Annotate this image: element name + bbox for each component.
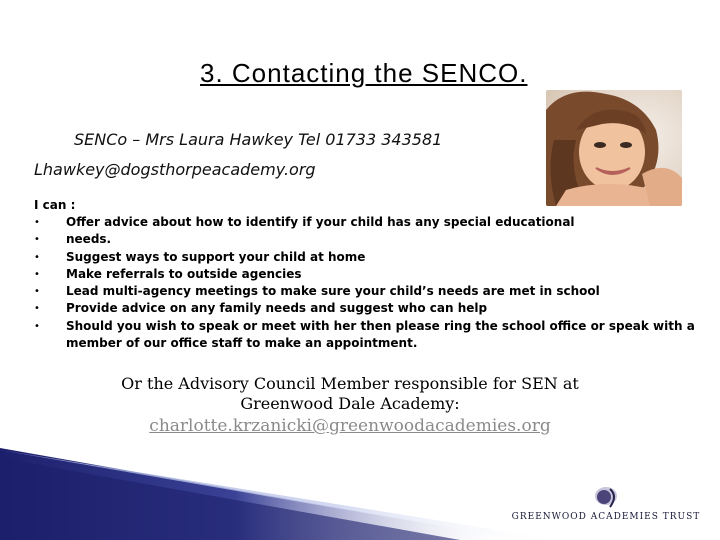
- list-item: [34, 318, 716, 353]
- list-item: [34, 300, 720, 317]
- portrait-image: [546, 90, 682, 206]
- intro-text: I can :: [34, 198, 76, 212]
- bullet-icon: •: [34, 234, 40, 246]
- senco-photo: [546, 90, 682, 206]
- senco-email[interactable]: Lhawkey@dogsthorpeacademy.org: [34, 160, 316, 179]
- list-item-text: Lead multi-agency meetings to make sure your child’s needs are met in school: [66, 284, 600, 299]
- advisory-contact: [80, 374, 620, 436]
- bullet-icon: •: [34, 303, 40, 315]
- slide-title: 3. Contacting the SENCO.: [200, 58, 528, 88]
- advisory-email-link[interactable]: charlotte.krzanicki@greenwoodacademies.org: [149, 416, 551, 436]
- list-item-text: Suggest ways to support your child at home: [66, 249, 366, 264]
- bullet-icon: •: [34, 320, 40, 332]
- list-item: [34, 231, 720, 248]
- list-item-text: needs.: [66, 232, 112, 247]
- list-item: [34, 249, 720, 266]
- trust-name: GREENWOOD ACADEMIES TRUST: [511, 512, 701, 522]
- bullet-icon: •: [34, 251, 40, 263]
- list-item: [34, 266, 720, 283]
- list-item-text: Should you wish to speak or meet with her then please ring the school office or speak with a member of our office staff to make an appointment.: [66, 318, 695, 351]
- greenwood-trust-logo: [506, 486, 706, 530]
- list-item-text: Make referrals to outside agencies: [66, 266, 302, 281]
- bullet-icon: •: [34, 268, 40, 280]
- services-list: [34, 214, 720, 352]
- bullet-icon: •: [34, 286, 40, 298]
- trust-emblem-icon: [592, 486, 620, 510]
- advisory-line-2: Greenwood Dale Academy:: [240, 394, 460, 413]
- list-item: [34, 214, 720, 231]
- advisory-line-1: Or the Advisory Council Member responsible for SEN at: [121, 374, 579, 393]
- senco-contact-line: SENCo – Mrs Laura Hawkey Tel 01733 343581: [74, 130, 443, 149]
- list-item-text: Provide advice on any family needs and suggest who can help: [66, 301, 488, 316]
- bullet-icon: •: [34, 217, 40, 228]
- list-item: [34, 283, 720, 300]
- list-item-text: Offer advice about how to identify if your child has any special educational: [66, 215, 575, 229]
